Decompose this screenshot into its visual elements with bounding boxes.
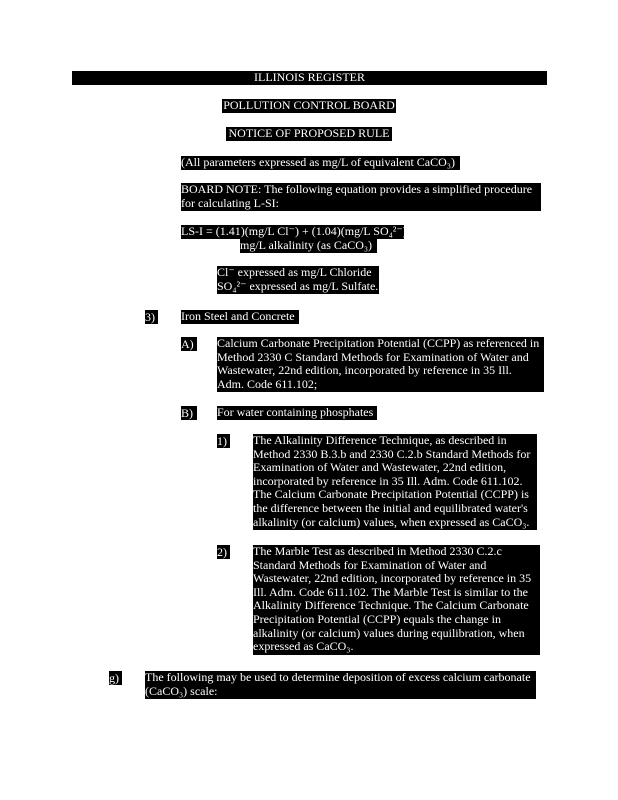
item-g-label: g) bbox=[109, 671, 122, 685]
item-A-text: Calcium Carbonate Precipitation Potential (CCPP) as referenced in Method 2330 C Standard Methods for Examination of Water and Wastewater, 22nd edition, incorporated by reference in 35 Ill. Adm. Code 611.102; bbox=[217, 337, 544, 392]
item-B-title: For water containing phosphates bbox=[217, 406, 377, 420]
board-note: BOARD NOTE: The following equation provides a simplified procedure for calculating L-SI: bbox=[181, 183, 541, 211]
lsi-equation-denominator: mg/L alkalinity (as CaCO₃) bbox=[240, 239, 377, 253]
item-A-label: A) bbox=[181, 337, 197, 351]
item-3-label: 3) bbox=[145, 310, 158, 324]
lsi-equation-numerator: LS-I = (1.41)(mg/L Cl⁻) + (1.04)(mg/L SO₄²⁻) bbox=[181, 224, 407, 238]
chloride-definition: Cl⁻ expressed as mg/L Chloride bbox=[217, 265, 372, 279]
item-2-text: The Marble Test as described in Method 2330 C.2.c Standard Methods for Examination of Water and Wastewater, 22nd edition, incorporated by reference in 35 Ill. Adm. Code 611.102. The Marble Test is similar to the Alkalinity Difference Technique. The Calcium Carbonate Precipitation Potential (CCPP) equals the change in alkalinity (or calcium) values during equilibration, when expressed as CaCO₃. bbox=[253, 545, 540, 655]
item-1-text: The Alkalinity Difference Technique, as described in Method 2330 B.3.b and 2330 C.2.b Standard Methods for Examination of Water and Wastewater, 22nd edition, incorporated by reference in 35 Ill. Adm. Code 611.102. The Calcium Carbonate Precipitation Potential (CCPP) is the difference between the initial and equilibrated water's alkalinity (or calcium) values, when expressed as CaCO₃. bbox=[253, 434, 537, 530]
item-B-label: B) bbox=[181, 406, 197, 420]
item-2-label: 2) bbox=[217, 545, 230, 559]
item-g-text: The following may be used to determine deposition of excess calcium carbonate (CaCO₃) scale: bbox=[145, 671, 536, 699]
register-header-bar bbox=[72, 71, 547, 85]
definitions bbox=[217, 266, 379, 294]
board-title: POLLUTION CONTROL BOARD bbox=[223, 98, 395, 112]
item-3-title: Iron Steel and Concrete bbox=[181, 310, 299, 324]
item-1-label: 1) bbox=[217, 434, 230, 448]
sulfate-definition: SO₄²⁻ expressed as mg/L Sulfate. bbox=[217, 278, 379, 293]
notice-title: NOTICE OF PROPOSED RULE bbox=[226, 127, 392, 141]
parameters-note: (All parameters expressed as mg/L of equivalent CaCO₃) bbox=[181, 156, 460, 170]
register-title: ILLINOIS REGISTER bbox=[254, 70, 365, 84]
